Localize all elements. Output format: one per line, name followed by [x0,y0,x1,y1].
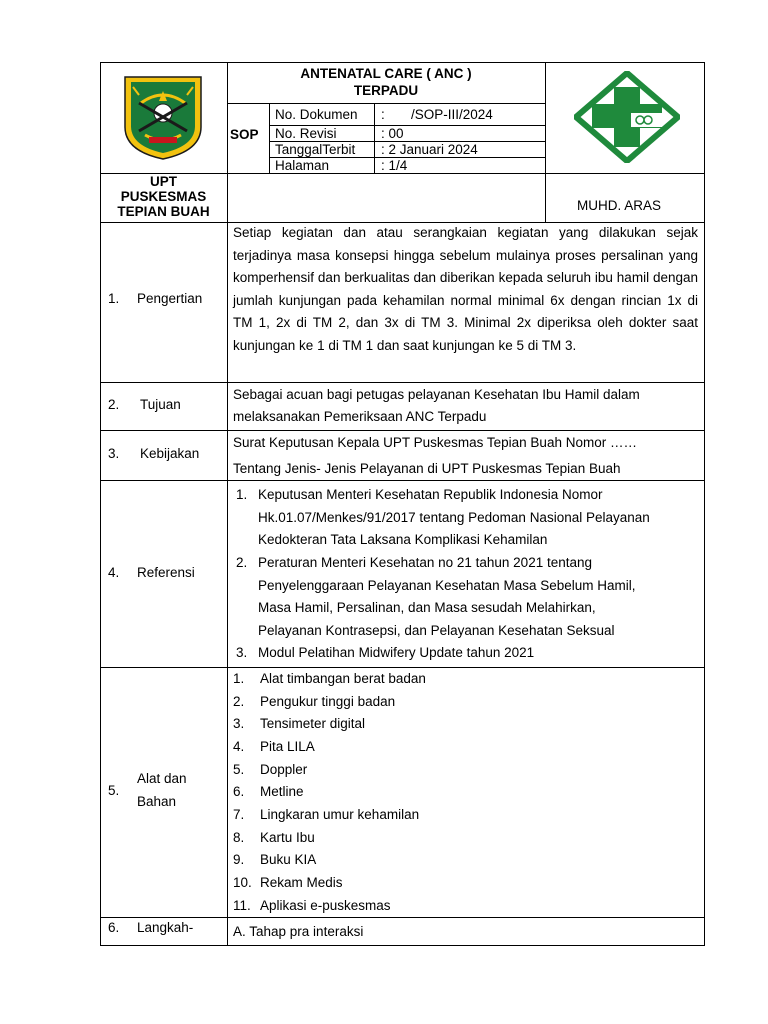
list-number: 8. [233,830,245,845]
row-number: 5. [108,783,120,798]
row-label-kebijakan: Kebijakan [140,446,200,461]
list-number: 10. [233,875,252,890]
langkah-text: A. Tahap pra interaksi [233,924,364,939]
list-item: Doppler [260,762,308,777]
list-item: Modul Pelatihan Midwifery Update tahun 2021 [258,645,535,660]
meta-value-page: : 1/4 [381,158,408,173]
list-item: Rekam Medis [260,875,343,890]
row-label-langkah: Langkah- [137,920,194,935]
meta-label-issue-date: TanggalTerbit [275,142,356,157]
list-item: Kedokteran Tata Laksana Komplikasi Kehamilan [258,532,548,547]
row-number: 3. [108,446,120,461]
list-number: 9. [233,852,245,867]
row-label-tujuan: Tujuan [140,397,181,412]
kebijakan-line2: Tentang Jenis- Jenis Pelayanan di UPT Puskesmas Tepian Buah [233,461,621,476]
row-number: 4. [108,565,120,580]
list-number: 3. [236,645,248,660]
list-number: 1. [236,487,248,502]
row-number: 6. [108,920,120,935]
list-item: Penyelenggaraan Pelayanan Kesehatan Masa Sebelum Hamil, [258,578,636,593]
list-number: 3. [233,716,245,731]
doc-title-line1: ANTENATAL CARE ( ANC ) [300,66,472,81]
list-number: 2. [233,694,245,709]
meta-value-revision: : 00 [381,126,404,141]
list-number: 11. [233,898,251,913]
row-label-alat: Alat dan [137,771,187,786]
list-item: Lingkaran umur kehamilan [260,807,420,822]
meta-label-page: Halaman [275,158,330,173]
row-label-referensi: Referensi [137,565,195,580]
list-number: 2. [236,555,248,570]
list-number: 4. [233,739,245,754]
meta-label-revision: No. Revisi [275,126,337,141]
meta-label-doc-number: No. Dokumen [275,107,358,122]
doc-title-line2: TERPADU [353,83,419,98]
list-number: 7. [233,807,245,822]
meta-value-doc-number: : /SOP-III/2024 [381,107,493,122]
row-number: 1. [108,291,120,306]
pengertian-text: Setiap kegiatan dan atau serangkaian kegiatan yang dilakukan sejak terjadinya masa konsepsi hingga sebelum mulainya proses persalinan yang komperhensif dan berkualitas dan diberikan kepada seluruh ibu hamil dengan jumlah kunjungan pada kehamilan normal minimal 6x dengan rincian 1x di TM 1, 2x di TM 2, dan 3x di TM 3. Minimal 2x diperiksa oleh dokter saat kunjungan ke 1 di TM 1 dan saat kunjungan ke 5 di TM 3. [233,225,698,353]
list-item: Buku KIA [260,852,317,867]
row-label-pengertian: Pengertian [137,291,203,306]
puskesmas-logo [574,71,680,163]
list-item: Alat timbangan berat badan [260,671,426,686]
list-item: Kartu Ibu [260,830,315,845]
regency-emblem-logo [119,73,207,161]
list-item: Hk.01.07/Menkes/91/2017 tentang Pedoman Nasional Pelayanan [258,510,650,525]
tujuan-line1: Sebagai acuan bagi petugas pelayanan Kesehatan Ibu Hamil dalam [233,387,640,402]
signer-name: MUHD. ARAS [577,198,662,213]
list-item: Peraturan Menteri Kesehatan no 21 tahun 2021 tentang [258,555,592,570]
org-name-line1: UPT [150,174,177,189]
org-name-line3: TEPIAN BUAH [117,204,210,219]
meta-value-issue-date: : 2 Januari 2024 [381,142,478,157]
sop-label: SOP [230,127,259,142]
list-number: 5. [233,762,245,777]
list-item: Masa Hamil, Persalinan, dan Masa sesudah Melahirkan, [258,600,596,615]
list-item: Pelayanan Kontrasepsi, dan Pelayanan Kesehatan Seksual [258,623,615,638]
list-item: Tensimeter digital [260,716,366,731]
list-item: Pengukur tinggi badan [260,694,396,709]
tujuan-line2: melaksanakan Pemeriksaan ANC Terpadu [233,409,487,424]
list-item: Aplikasi e-puskesmas [260,898,391,913]
row-label-bahan: Bahan [137,794,177,809]
list-item: Keputusan Menteri Kesehatan Republik Indonesia Nomor [258,487,603,502]
list-item: Pita LILA [260,739,315,754]
org-name-line2: PUSKESMAS [120,189,207,204]
list-number: 1. [233,671,245,686]
kebijakan-line1: Surat Keputusan Kepala UPT Puskesmas Tepian Buah Nomor …… [233,435,637,450]
row-number: 2. [108,397,120,412]
list-number: 6. [233,784,245,799]
list-item: Metline [260,784,304,799]
